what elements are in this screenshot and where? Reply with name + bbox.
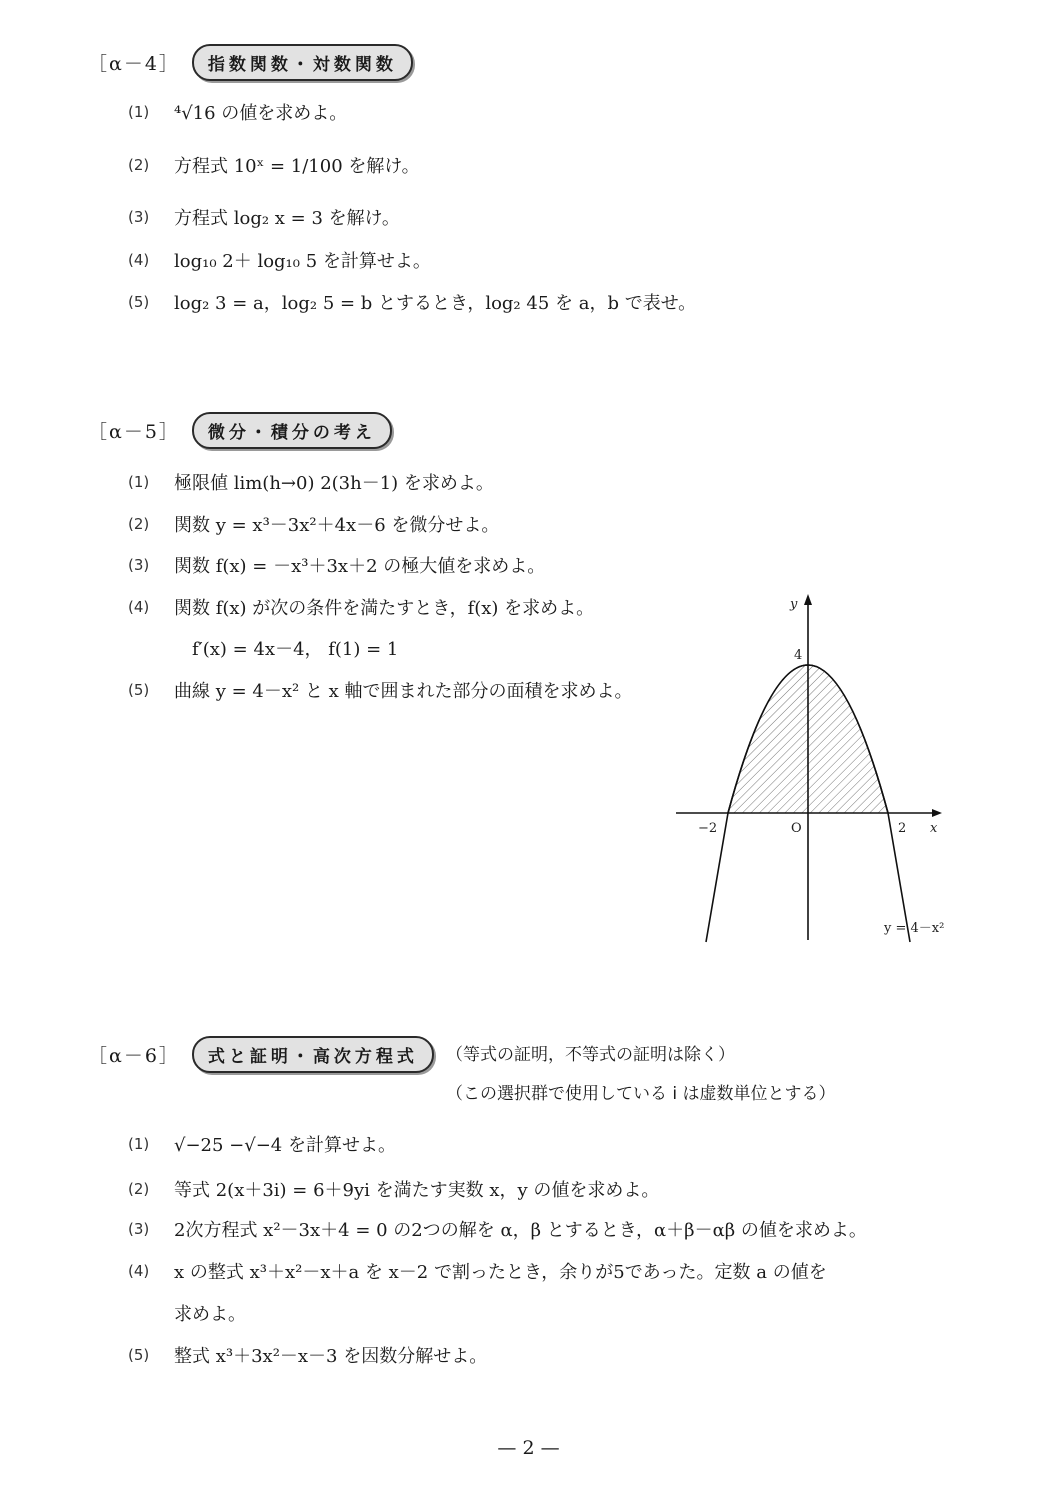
question-number: (3) bbox=[128, 208, 150, 226]
question-a5-4 bbox=[128, 594, 594, 620]
question-a4-1 bbox=[128, 99, 347, 125]
question-text: 方程式 10ˣ = 1/100 を解け。 bbox=[174, 156, 420, 177]
question-text: 整式 x³＋3x²－x－3 を因数分解せよ。 bbox=[174, 1346, 488, 1367]
question-number: (4) bbox=[128, 251, 150, 269]
question-number: (2) bbox=[128, 515, 150, 533]
x-axis-label: x bbox=[930, 821, 938, 836]
section-a6-header bbox=[88, 1036, 434, 1073]
section-a5-header bbox=[88, 412, 392, 449]
x-tick-neg2: −2 bbox=[698, 821, 718, 836]
x-axis-arrow bbox=[932, 809, 942, 817]
page-number: — 2 — bbox=[497, 1437, 560, 1459]
question-number: (2) bbox=[128, 156, 150, 174]
question-a4-5 bbox=[128, 289, 696, 315]
parabola-graph bbox=[668, 590, 968, 945]
question-a6-1 bbox=[128, 1131, 396, 1157]
question-number: (3) bbox=[128, 1220, 150, 1238]
section-a5-title: 微分・積分の考え bbox=[192, 412, 392, 449]
y-axis-arrow bbox=[804, 594, 812, 605]
question-number: (1) bbox=[128, 1135, 150, 1153]
section-a6-title: 式と証明・高次方程式 bbox=[192, 1036, 434, 1073]
question-text: x の整式 x³＋x²－x＋a を x－2 で割ったとき，余りが5であった。定数 a の値を bbox=[174, 1262, 827, 1283]
question-a5-5 bbox=[128, 677, 633, 703]
section-a4-label: ［α－4］ bbox=[88, 53, 180, 75]
question-number: (3) bbox=[128, 556, 150, 574]
question-number: (5) bbox=[128, 293, 150, 311]
question-a4-3 bbox=[128, 204, 400, 230]
question-number: (5) bbox=[128, 1346, 150, 1364]
question-text: log₁₀ 2＋ log₁₀ 5 を計算せよ。 bbox=[174, 251, 431, 272]
section-a6-note-2: （この選択群で使用している i は虚数単位とする） bbox=[446, 1084, 836, 1104]
question-text: 曲線 y = 4－x² と x 軸で囲まれた部分の面積を求めよ。 bbox=[174, 681, 633, 702]
question-text: 等式 2(x＋3i) = 6＋9yi を満たす実数 x，y の値を求めよ。 bbox=[174, 1180, 660, 1201]
question-a4-4 bbox=[128, 247, 431, 273]
section-a6-note-1: （等式の証明，不等式の証明は除く） bbox=[446, 1045, 735, 1065]
question-a6-2 bbox=[128, 1176, 659, 1202]
question-a6-5 bbox=[128, 1342, 487, 1368]
question-a6-4-continued: 求めよ。 bbox=[174, 1304, 246, 1325]
question-a4-2 bbox=[128, 152, 420, 178]
question-a5-1 bbox=[128, 469, 494, 495]
question-text: log₂ 3 = a，log₂ 5 = b とするとき，log₂ 45 を a，b で表せ。 bbox=[174, 293, 697, 314]
question-text: 関数 f(x) = －x³＋3x＋2 の極大値を求めよ。 bbox=[174, 556, 546, 577]
question-a5-4-condition: f′(x) = 4x－4， f(1) = 1 bbox=[192, 639, 399, 660]
y-axis-label: y bbox=[790, 597, 798, 612]
question-number: (2) bbox=[128, 1180, 150, 1198]
question-text: 2次方程式 x²－3x＋4 = 0 の2つの解を α，β とするとき，α＋β－αβ の値を求めよ。 bbox=[174, 1220, 867, 1241]
question-number: (4) bbox=[128, 598, 150, 616]
section-a5-label: ［α－5］ bbox=[88, 421, 180, 443]
y-tick-4: 4 bbox=[794, 648, 803, 663]
x-tick-2: 2 bbox=[898, 821, 907, 836]
question-a6-4 bbox=[128, 1258, 827, 1284]
curve-label: y = 4－x² bbox=[884, 921, 945, 936]
question-text: ⁴√16 の値を求めよ。 bbox=[174, 103, 348, 124]
section-a6-label: ［α－6］ bbox=[88, 1045, 180, 1067]
section-a4-header bbox=[88, 44, 413, 81]
question-number: (5) bbox=[128, 681, 150, 699]
question-number: (1) bbox=[128, 103, 150, 121]
section-a4-title: 指数関数・対数関数 bbox=[192, 44, 413, 81]
question-text: 方程式 log₂ x = 3 を解け。 bbox=[174, 208, 400, 229]
question-a5-3 bbox=[128, 552, 545, 578]
question-text: √−25 −√−4 を計算せよ。 bbox=[174, 1135, 396, 1156]
question-text: 関数 y = x³－3x²＋4x－6 を微分せよ。 bbox=[174, 515, 500, 536]
question-text: 極限値 lim(h→0) 2(3h－1) を求めよ。 bbox=[174, 473, 494, 494]
question-a5-2 bbox=[128, 511, 499, 537]
question-number: (1) bbox=[128, 473, 150, 491]
question-text: 関数 f(x) が次の条件を満たすとき，f(x) を求めよ。 bbox=[174, 598, 595, 619]
question-a6-3 bbox=[128, 1216, 867, 1242]
origin-label: O bbox=[791, 821, 802, 836]
question-number: (4) bbox=[128, 1262, 150, 1280]
